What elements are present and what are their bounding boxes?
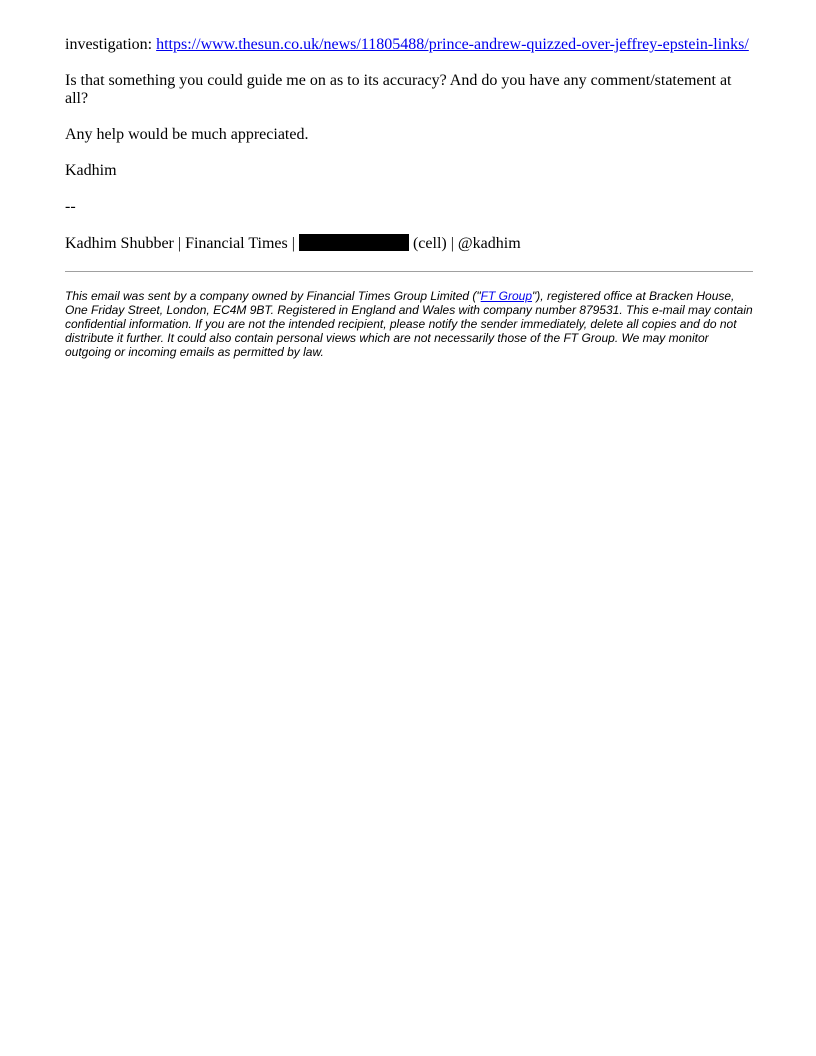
sign-off-name: Kadhim xyxy=(65,162,117,179)
signature-contact: (cell) | @kadhim xyxy=(408,235,521,252)
ft-group-link[interactable]: FT Group xyxy=(480,289,533,303)
investigation-line xyxy=(65,36,755,54)
legal-disclaimer xyxy=(65,289,753,359)
help-request: Any help would be much appreciated. xyxy=(65,126,309,143)
accuracy-question: Is that something you could guide me on as to its accuracy? And do you have any comment/statement at all? xyxy=(65,72,732,107)
sun-article-link[interactable]: https://www.thesun.co.uk/news/11805488/prince-andrew-quizzed-over-jeffrey-epstein-links/ xyxy=(156,36,749,53)
disclaimer-text-rest: "), registered office at Bracken House, One Friday Street, London, EC4M 9BT. Registered in England and Wales with company number 879531. This e-mail may contain confidential information. If you are not the intended recipient, please notify the sender immediately, delete all copies and do not distribute it further. It could also contain personal views which are not necessarily those of the FT Group. We may monitor outgoing or incoming emails as permitted by law. xyxy=(65,289,753,359)
disclaimer-text-start: This email was sent by a company owned by Financial Times Group Limited (" xyxy=(65,289,481,303)
redacted-phone-number xyxy=(299,234,409,251)
signature-separator: -- xyxy=(65,198,76,215)
footer-divider xyxy=(65,271,753,272)
investigation-label: investigation: xyxy=(65,36,157,53)
signature-name-org: Kadhim Shubber | Financial Times | xyxy=(65,235,299,252)
email-body xyxy=(65,36,755,359)
signature-line xyxy=(65,234,755,253)
